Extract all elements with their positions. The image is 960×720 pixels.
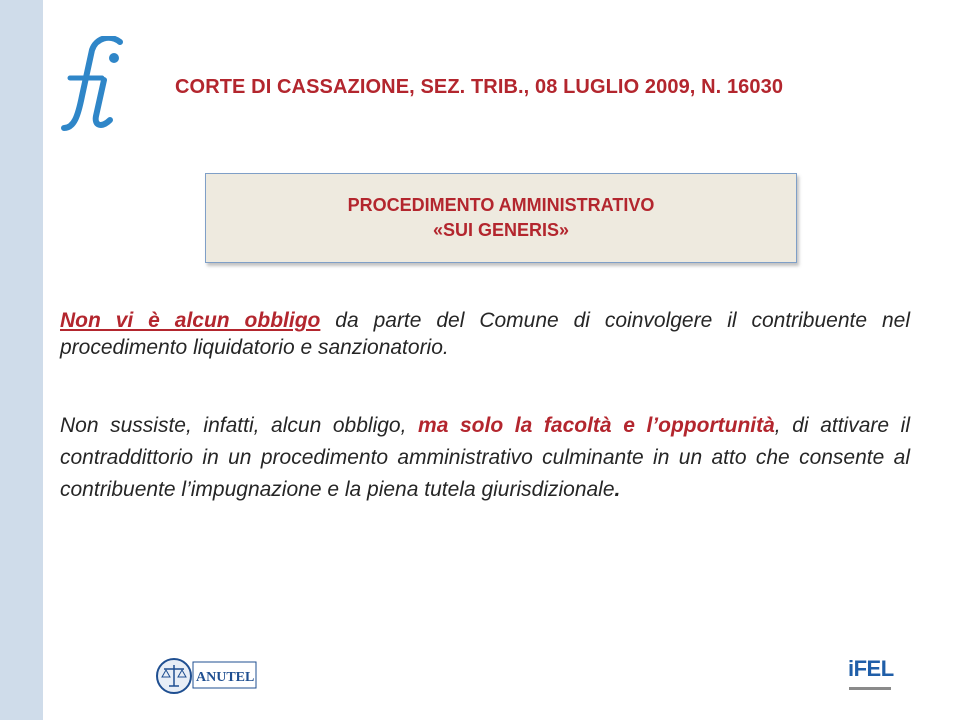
ifel-wordmark: iFEL xyxy=(848,656,894,681)
ifel-logo xyxy=(848,656,892,696)
paragraph-1 xyxy=(60,307,910,361)
paragraph-1-emphasis: Non vi è alcun obbligo xyxy=(60,309,321,332)
ifel-subtitle-mark xyxy=(848,684,892,694)
callout-box xyxy=(205,173,797,263)
paragraph-1-text: da parte del Comune di coinvolgere il contribuente nel procedimento liquidatorio e sanzionatorio. xyxy=(60,309,910,359)
page-title: CORTE DI CASSAZIONE, SEZ. TRIB., 08 LUGLIO 2009, N. 16030 xyxy=(175,76,784,98)
callout-line-1: PROCEDIMENTO AMMINISTRATIVO xyxy=(347,195,655,215)
anutel-wordmark: ANUTEL xyxy=(196,670,255,685)
paragraph-2-start: Non sussiste, infatti, alcun obbligo, xyxy=(60,414,419,437)
callout-line-2: «SUI GENERIS» xyxy=(432,220,570,240)
paragraph-2-text: , di attivare il contraddittorio in un procedimento amministrativo culminante in un atto che consente al contribuente l’impugnazione e la piena tutela giurisdizionale xyxy=(60,414,910,501)
fi-logo xyxy=(58,36,138,136)
anutel-logo xyxy=(155,656,258,696)
paragraph-2 xyxy=(60,410,910,506)
paragraph-2-emphasis: ma solo la facoltà e l’opportunità xyxy=(418,414,775,437)
paragraph-2-end: . xyxy=(614,478,621,501)
side-band xyxy=(0,0,43,720)
